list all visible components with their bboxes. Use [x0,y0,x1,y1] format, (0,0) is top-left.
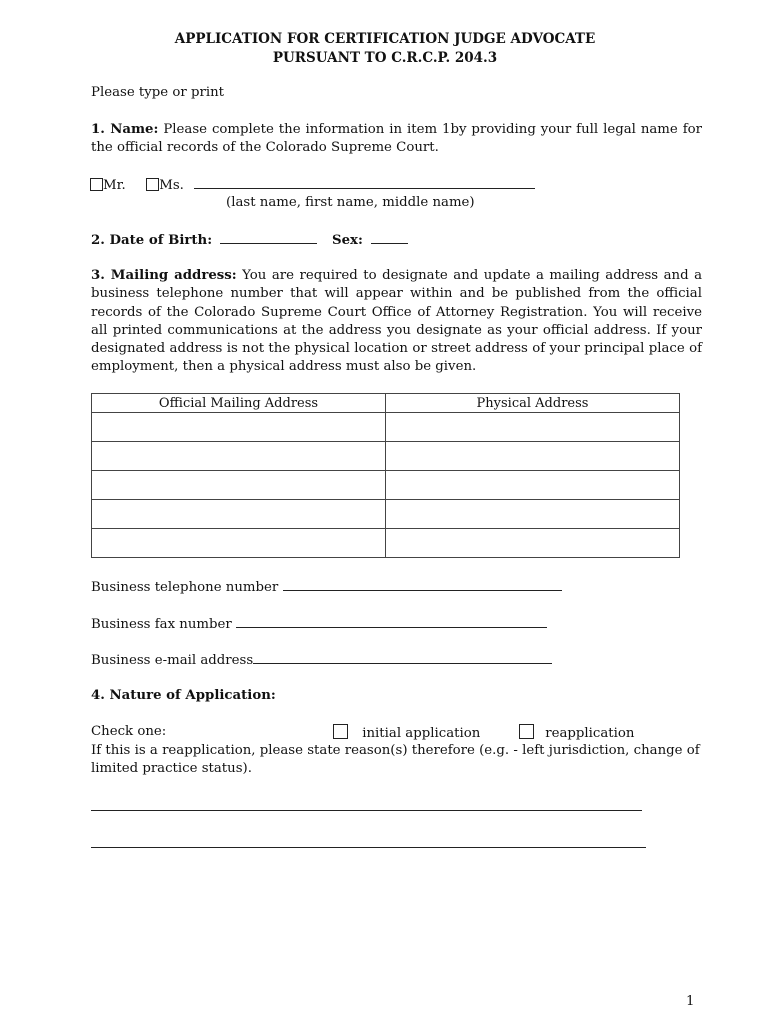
ms-checkbox[interactable] [146,178,159,191]
reason-line-2[interactable] [91,847,646,848]
table-row [92,529,680,558]
reapplication-label: reapplication [545,726,635,741]
form-title-line1: APPLICATION FOR CERTIFICATION JUDGE ADVOCATE [174,31,596,47]
mr-label: Mr. [103,178,126,193]
email-line[interactable] [253,651,552,664]
dob-row [91,231,317,248]
official-mailing-header: Official Mailing Address [92,394,386,413]
phone-label: Business telephone number [91,580,279,595]
section1-text: Please complete the information in item 1by providing your full legal name for the official records of the Colorado Supreme Court. [91,122,702,156]
form-title-line2: PURSUANT TO C.R.C.P. 204.3 [272,50,498,66]
reapplication-checkbox[interactable] [519,724,534,739]
email-row [91,651,552,668]
initial-application-label: initial application [362,726,481,741]
dob-label: 2. Date of Birth: [91,233,213,248]
sex-line[interactable] [371,231,408,244]
section3-text: You are required to designate and update a mailing address and a business telephone number that will appear within and be published from the official records of the Colorado Supreme Court Office of Attorney Registration. You will receive all printed communications at the address you designate as your official address. If your designated address is not the physical location or street address of your principal place of employment, then a physical address must also be given. [91,268,702,375]
salutation-row [90,176,535,193]
table-row [92,442,680,471]
phone-row [91,578,562,595]
mailing-cell[interactable] [92,413,386,442]
initial-option [333,724,480,741]
dob-line[interactable] [220,231,317,244]
physical-cell[interactable] [386,471,680,500]
fax-row [91,615,547,632]
sex-label: Sex: [332,233,363,248]
reason-line-1[interactable] [91,810,642,811]
physical-cell[interactable] [386,500,680,529]
mailing-cell[interactable] [92,442,386,471]
physical-address-header: Physical Address [386,394,680,413]
section1-label: 1. Name: [91,122,159,137]
table-row [92,413,680,442]
ms-label: Ms. [159,178,184,193]
section3-label: 3. Mailing address: [91,268,237,283]
mailing-cell[interactable] [92,529,386,558]
mr-checkbox[interactable] [90,178,103,191]
full-name-line[interactable] [194,176,535,189]
table-row [92,471,680,500]
phone-line[interactable] [283,578,562,591]
page-number: 1 [686,994,695,1009]
initial-application-checkbox[interactable] [333,724,348,739]
physical-cell[interactable] [386,413,680,442]
email-label: Business e-mail address [91,653,254,668]
physical-cell[interactable] [386,442,680,471]
check-one-label: Check one: [91,724,167,739]
table-row [92,500,680,529]
fax-line[interactable] [236,615,547,628]
section3-paragraph [91,267,702,377]
reapplication-reason-text: If this is a reapplication, please state reason(s) therefore (e.g. - left jurisdiction, change of limited practice status). [91,743,700,777]
address-table [91,393,680,558]
address-table-header [92,394,680,413]
name-hint: (last name, first name, middle name) [226,195,475,210]
fax-label: Business fax number [91,617,232,632]
intro-text: Please type or print [91,85,224,100]
reapplication-option [519,724,634,741]
mailing-cell[interactable] [92,471,386,500]
sex-row [332,231,408,248]
section4-label: 4. Nature of Application: [91,688,276,703]
physical-cell[interactable] [386,529,680,558]
section1-paragraph [91,121,702,158]
mailing-cell[interactable] [92,500,386,529]
